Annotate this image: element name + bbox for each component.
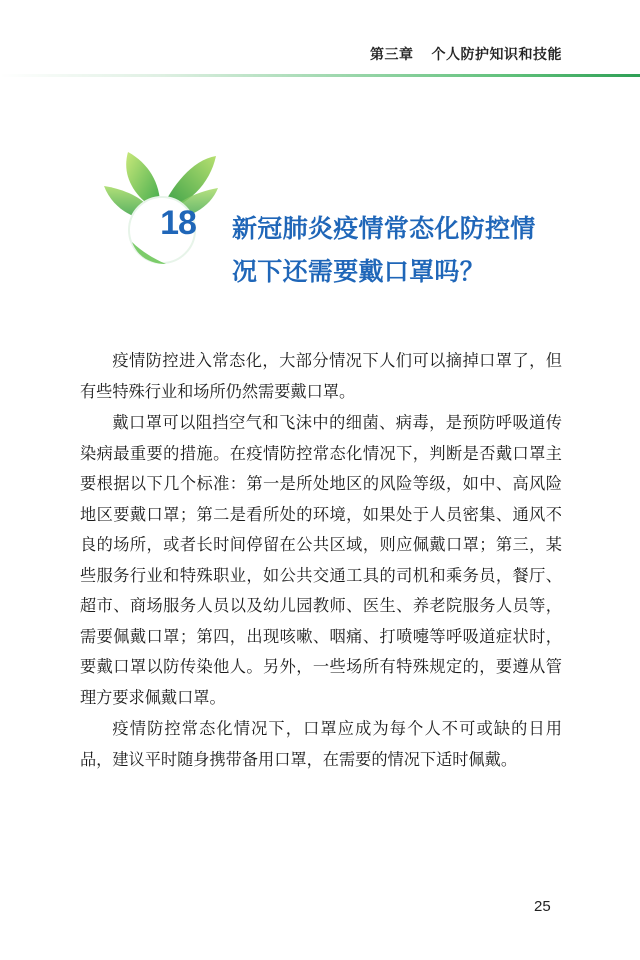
section-title xyxy=(232,207,572,293)
paragraph: 疫情防控进入常态化，大部分情况下人们可以摘掉口罩了，但有些特殊行业和场所仍然需要戴口罩。 xyxy=(80,351,562,401)
section-title-line-2: 况下还需要戴口罩吗？ xyxy=(232,257,486,286)
header-rule xyxy=(0,74,640,77)
section-number: 18 xyxy=(160,204,196,242)
running-header xyxy=(370,44,562,64)
section-title-line-1: 新冠肺炎疫情常态化防控情 xyxy=(232,214,536,243)
page-number: 25 xyxy=(534,898,551,915)
paragraph: 疫情防控常态化情况下，口罩应成为每个人不可或缺的日用品，建议平时随身携带备用口罩，在需要的情况下适时佩戴。 xyxy=(80,719,562,769)
body-text xyxy=(80,346,562,776)
chapter-title: 个人防护知识和技能 xyxy=(431,47,562,63)
paragraph: 戴口罩可以阻挡空气和飞沫中的细菌、病毒，是预防呼吸道传染病最重要的措施。在疫情防控常态化情况下，判断是否戴口罩主要根据以下几个标准：第一是所处地区的风险等级，如中、高风险地区要戴口罩；第二是看所处的环境，如果处于人员密集、通风不良的场所，或者长时间停留在公共区域，则应佩戴口罩；第三，某些服务行业和特殊职业，如公共交通工具的司机和乘务员，餐厅、超市、商场服务人员以及幼儿园教师、医生、养老院服务人员等，需要佩戴口罩；第四，出现咳嗽、咽痛、打喷嚏等呼吸道症状时，要戴口罩以防传染他人。另外，一些场所有特殊规定的，要遵从管理方要求佩戴口罩。 xyxy=(80,413,562,707)
chapter-label: 第三章 xyxy=(370,47,414,63)
